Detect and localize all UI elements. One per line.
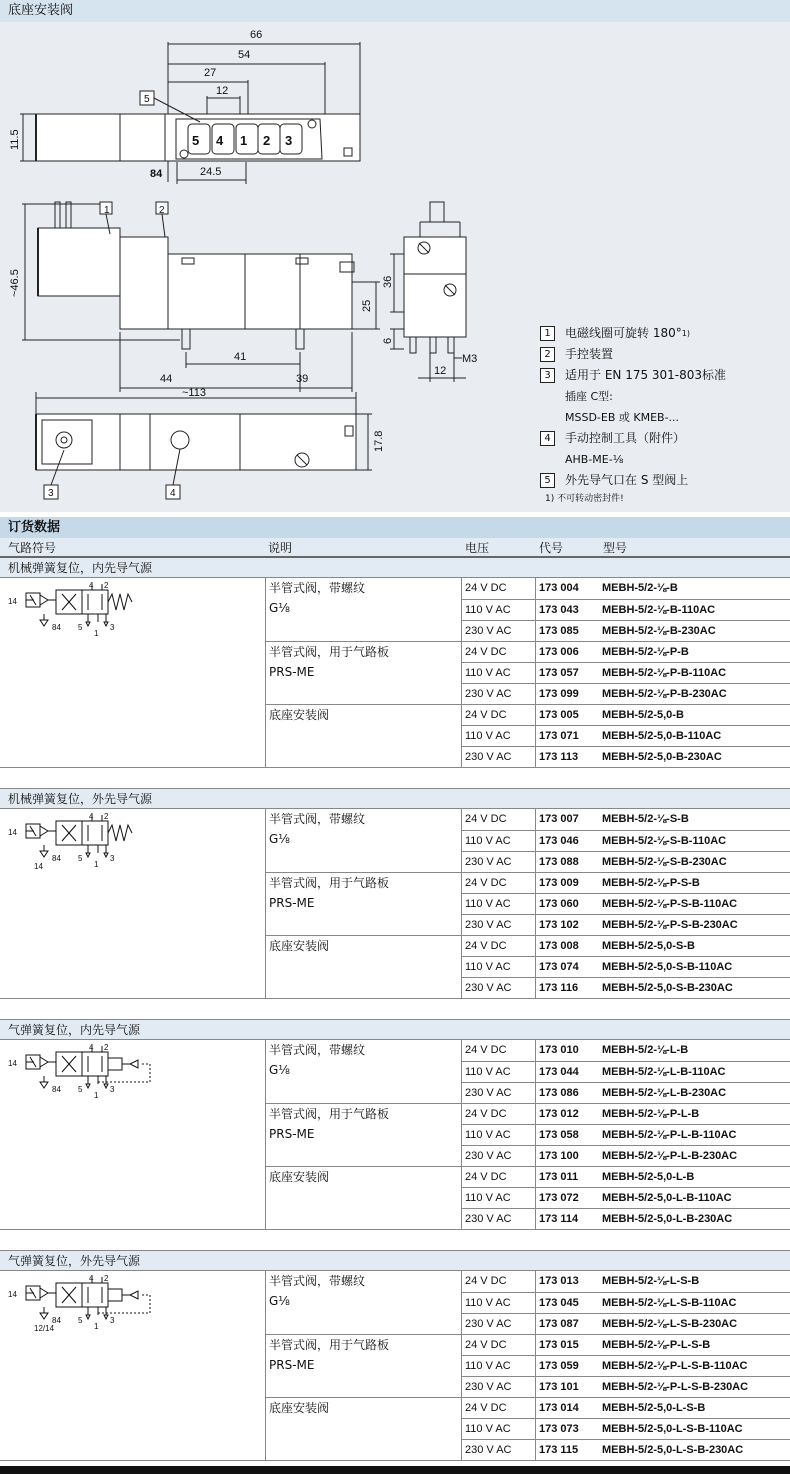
model-cell: MEBH-5/2-⅛-P-L-S-B-230AC	[602, 1381, 749, 1393]
table-row	[461, 641, 790, 662]
code-cell: 173 044	[539, 1066, 579, 1078]
description-cell	[265, 578, 461, 641]
code-cell: 173 101	[539, 1381, 579, 1393]
description-line: 半管式阀，用于气路板	[269, 876, 390, 890]
description-cell	[265, 1103, 461, 1166]
table-row	[461, 1376, 790, 1397]
model-cell: MEBH-5/2-5,0-L-S-B-110AC	[602, 1423, 743, 1435]
code-cell: 173 057	[539, 667, 579, 679]
table-row	[461, 1187, 790, 1208]
table-row	[461, 725, 790, 746]
code-cell: 173 072	[539, 1192, 579, 1204]
port-label: 14	[8, 828, 17, 837]
table-row	[461, 1145, 790, 1166]
port-label: 1	[94, 1322, 99, 1331]
table-groups	[0, 558, 790, 1461]
legend-text: 手动控制工具（附件）	[565, 431, 686, 445]
code-cell: 173 046	[539, 835, 579, 847]
description-line: 半管式阀，带螺纹	[269, 581, 366, 595]
dim-12: 12	[216, 85, 229, 97]
code-cell: 173 015	[539, 1339, 579, 1351]
voltage-cell: 110 V AC	[465, 835, 511, 847]
port-label: 4	[89, 1274, 94, 1283]
port-label: 3	[110, 1316, 115, 1325]
model-cell: MEBH-5/2-5,0-L-B-110AC	[602, 1192, 732, 1204]
model-cell: MEBH-5/2-5,0-L-S-B-230AC	[602, 1444, 744, 1456]
table-row	[461, 830, 790, 851]
model-cell: MEBH-5/2-⅛-P-L-S-B	[602, 1339, 711, 1351]
port-label: 2	[104, 1043, 109, 1052]
header-model: 型号	[603, 541, 628, 555]
port-5: 5	[192, 133, 200, 148]
group-body	[0, 1271, 790, 1460]
voltage-cell: 230 V AC	[465, 856, 512, 868]
legend-text: 手控装置	[565, 347, 614, 361]
port-label: 5	[78, 623, 83, 632]
table-row	[461, 704, 790, 725]
footnote: 1) 不可转动密封件!	[545, 494, 624, 504]
code-cell: 173 115	[539, 1444, 579, 1456]
code-cell: 173 114	[539, 1213, 579, 1225]
callout-3-label: 3	[48, 488, 54, 499]
callout-2-label: 2	[159, 205, 165, 216]
code-cell: 173 012	[539, 1108, 579, 1120]
pneumatic-symbol	[4, 580, 164, 640]
voltage-cell: 24 V DC	[465, 877, 507, 889]
description-cell	[265, 872, 461, 935]
description-line: 底座安装阀	[269, 708, 330, 722]
dim-39: 39	[296, 373, 309, 385]
description-line: G⅛	[269, 1063, 290, 1077]
drawing-section	[0, 0, 790, 512]
description-line: PRS-ME	[269, 896, 315, 910]
description-cell	[265, 1271, 461, 1334]
legend-sup: 1)	[681, 329, 690, 338]
port-4: 4	[216, 133, 224, 148]
dim-11-5: 11.5	[9, 129, 21, 150]
legend-sub: 插座 C型:	[565, 390, 613, 403]
group-spacer	[0, 999, 790, 1020]
port-label: 2	[104, 812, 109, 821]
voltage-cell: 230 V AC	[465, 1087, 512, 1099]
model-cell: MEBH-5/2-5,0-L-S-B	[602, 1402, 706, 1414]
voltage-cell: 24 V DC	[465, 1108, 507, 1120]
footer-bar	[0, 1466, 790, 1474]
model-cell: MEBH-5/2-5,0-S-B-110AC	[602, 961, 733, 973]
table-row	[461, 1397, 790, 1418]
port-label: 3	[110, 623, 115, 632]
description-line: 底座安装阀	[269, 1401, 330, 1415]
code-cell: 173 008	[539, 940, 579, 952]
dim-27: 27	[204, 67, 217, 79]
voltage-cell: 230 V AC	[465, 688, 512, 700]
port-1: 1	[240, 133, 248, 148]
table-row	[461, 1313, 790, 1334]
legend-num: 5	[540, 473, 555, 488]
code-cell: 173 113	[539, 751, 579, 763]
port-label: 1	[94, 1091, 99, 1100]
callout-4-label: 4	[170, 488, 176, 499]
voltage-cell: 230 V AC	[465, 751, 512, 763]
table-group	[0, 1020, 790, 1230]
dim-54: 54	[238, 49, 251, 61]
voltage-cell: 24 V DC	[465, 1339, 507, 1351]
table-row	[461, 914, 790, 935]
description-line: 半管式阀，带螺纹	[269, 812, 366, 826]
model-cell: MEBH-5/2-⅛-L-S-B-110AC	[602, 1297, 737, 1309]
voltage-cell: 110 V AC	[465, 961, 511, 973]
code-cell: 173 060	[539, 898, 579, 910]
table-row	[461, 1061, 790, 1082]
code-cell: 173 007	[539, 813, 579, 825]
table-header	[0, 538, 790, 558]
table-row	[461, 851, 790, 872]
model-cell: MEBH-5/2-⅛-L-B	[602, 1044, 689, 1056]
pneumatic-symbol	[4, 811, 164, 871]
code-cell: 173 043	[539, 604, 579, 616]
dim-m3: M3	[462, 353, 478, 365]
voltage-cell: 110 V AC	[465, 1360, 511, 1372]
description-line: 半管式阀，用于气路板	[269, 1338, 390, 1352]
code-cell: 173 086	[539, 1087, 579, 1099]
description-line: 半管式阀，带螺纹	[269, 1043, 366, 1057]
table-row	[461, 1355, 790, 1376]
model-cell: MEBH-5/2-⅛-P-S-B	[602, 877, 700, 889]
model-cell: MEBH-5/2-⅛-P-S-B-110AC	[602, 898, 738, 910]
description-line: G⅛	[269, 601, 290, 615]
model-cell: MEBH-5/2-⅛-P-S-B-230AC	[602, 919, 738, 931]
group-spacer	[0, 768, 790, 789]
table-row	[461, 1166, 790, 1187]
code-cell: 173 011	[539, 1171, 579, 1183]
section-title: 底座安装阀	[0, 0, 790, 22]
description-line: 底座安装阀	[269, 1170, 330, 1184]
port-label: 14	[8, 597, 17, 606]
header-code: 代号	[539, 541, 564, 555]
port-label: 2	[104, 581, 109, 590]
header-symbol: 气路符号	[8, 541, 57, 555]
legend-num: 1	[540, 326, 555, 341]
legend-item-4	[540, 428, 726, 449]
code-cell: 173 102	[539, 919, 579, 931]
pneumatic-symbol	[4, 1042, 164, 1102]
legend-item-2	[540, 344, 726, 365]
description-line: 半管式阀，用于气路板	[269, 645, 390, 659]
port-label: 3	[110, 1085, 115, 1094]
model-cell: MEBH-5/2-⅛-P-L-B-230AC	[602, 1150, 738, 1162]
table-row	[461, 1292, 790, 1313]
description-line: PRS-ME	[269, 1127, 315, 1141]
table-row	[461, 872, 790, 893]
voltage-cell: 110 V AC	[465, 667, 511, 679]
port-label: 4	[89, 581, 94, 590]
model-cell: MEBH-5/2-⅛-B	[602, 582, 678, 594]
legend-text: 外先导气口在 S 型阀上	[565, 473, 689, 487]
group-title: 气弹簧复位，外先导气源	[0, 1251, 790, 1271]
port-label: 14	[34, 862, 43, 871]
table-row	[461, 1124, 790, 1145]
code-cell: 173 045	[539, 1297, 579, 1309]
table-row	[461, 620, 790, 641]
model-cell: MEBH-5/2-⅛-L-S-B	[602, 1275, 700, 1287]
dim-84: 84	[150, 168, 163, 180]
model-cell: MEBH-5/2-⅛-L-B-230AC	[602, 1087, 727, 1099]
code-cell: 173 059	[539, 1360, 579, 1372]
code-cell: 173 010	[539, 1044, 579, 1056]
voltage-cell: 24 V DC	[465, 940, 507, 952]
code-cell: 173 006	[539, 646, 579, 658]
model-cell: MEBH-5/2-⅛-L-S-B-230AC	[602, 1318, 738, 1330]
symbol-cell	[4, 580, 164, 644]
port-label: 5	[78, 1316, 83, 1325]
table-row	[461, 1040, 790, 1061]
code-cell: 173 005	[539, 709, 579, 721]
table-row	[461, 1103, 790, 1124]
description-cell	[265, 1040, 461, 1103]
voltage-cell: 24 V DC	[465, 646, 507, 658]
description-cell	[265, 1397, 461, 1460]
table-row	[461, 746, 790, 767]
dim-12b: 12	[434, 365, 447, 377]
table-row	[461, 1418, 790, 1439]
group-title: 气弹簧复位，内先导气源	[0, 1020, 790, 1040]
port-label: 5	[78, 854, 83, 863]
model-cell: MEBH-5/2-5,0-B	[602, 709, 684, 721]
table-row	[461, 809, 790, 830]
dim-41: 41	[234, 351, 247, 363]
port-label: 1	[94, 860, 99, 869]
code-cell: 173 004	[539, 582, 579, 594]
port-2: 2	[263, 133, 271, 148]
model-cell: MEBH-5/2-⅛-P-B-230AC	[602, 688, 727, 700]
voltage-cell: 230 V AC	[465, 1444, 512, 1456]
model-cell: MEBH-5/2-⅛-S-B-110AC	[602, 835, 727, 847]
group-title: 机械弹簧复位，外先导气源	[0, 789, 790, 809]
group-body	[0, 1040, 790, 1229]
description-cell	[265, 809, 461, 872]
table-group	[0, 789, 790, 999]
description-line: 半管式阀，用于气路板	[269, 1107, 390, 1121]
group-body	[0, 809, 790, 998]
model-cell: MEBH-5/2-⅛-P-B	[602, 646, 689, 658]
model-cell: MEBH-5/2-5,0-L-B	[602, 1171, 695, 1183]
description-cell	[265, 641, 461, 704]
voltage-cell: 110 V AC	[465, 898, 511, 910]
model-cell: MEBH-5/2-5,0-B-230AC	[602, 751, 722, 763]
group-spacer	[0, 1230, 790, 1251]
dim-6: 6	[382, 337, 394, 344]
code-cell: 173 014	[539, 1402, 579, 1414]
description-line: 底座安装阀	[269, 939, 330, 953]
group-body	[0, 578, 790, 767]
model-cell: MEBH-5/2-5,0-S-B	[602, 940, 695, 952]
dim-24-5: 24.5	[200, 166, 222, 178]
legend-num: 4	[540, 431, 555, 446]
code-cell: 173 116	[539, 982, 579, 994]
dim-46-5: ~46.5	[9, 269, 21, 297]
voltage-cell: 110 V AC	[465, 1192, 511, 1204]
dim-66: 66	[250, 29, 263, 41]
table-row	[461, 683, 790, 704]
model-cell: MEBH-5/2-⅛-B-110AC	[602, 604, 716, 616]
model-cell: MEBH-5/2-⅛-P-L-B	[602, 1108, 700, 1120]
dim-36: 36	[382, 275, 394, 288]
callout-1-label: 1	[104, 205, 110, 216]
symbol-cell	[4, 811, 164, 875]
code-cell: 173 073	[539, 1423, 579, 1435]
model-cell: MEBH-5/2-⅛-S-B	[602, 813, 689, 825]
table-row	[461, 1271, 790, 1292]
voltage-cell: 230 V AC	[465, 982, 512, 994]
model-cell: MEBH-5/2-⅛-S-B-230AC	[602, 856, 727, 868]
table-row	[461, 599, 790, 620]
port-label: 84	[52, 854, 61, 863]
table-row	[461, 893, 790, 914]
table-row	[461, 956, 790, 977]
order-table	[0, 517, 790, 1461]
description-cell	[265, 1334, 461, 1397]
port-label: 14	[8, 1290, 17, 1299]
code-cell: 173 099	[539, 688, 579, 700]
model-cell: MEBH-5/2-5,0-L-B-230AC	[602, 1213, 733, 1225]
voltage-cell: 110 V AC	[465, 730, 511, 742]
table-row	[461, 1208, 790, 1229]
port-label: 84	[52, 623, 61, 632]
model-cell: MEBH-5/2-⅛-P-L-S-B-110AC	[602, 1360, 748, 1372]
description-line: PRS-ME	[269, 1358, 315, 1372]
table-row	[461, 1439, 790, 1460]
table-row	[461, 1334, 790, 1355]
header-desc: 说明	[268, 541, 293, 555]
callout-5-label: 5	[144, 94, 150, 105]
code-cell: 173 088	[539, 856, 579, 868]
header-voltage: 电压	[465, 541, 490, 555]
legend-num: 2	[540, 347, 555, 362]
dim-44: 44	[160, 373, 173, 385]
port-3: 3	[285, 133, 293, 148]
description-cell	[265, 1166, 461, 1229]
code-cell: 173 100	[539, 1150, 579, 1162]
legend-num: 3	[540, 368, 555, 383]
voltage-cell: 230 V AC	[465, 1213, 512, 1225]
code-cell: 173 013	[539, 1275, 579, 1287]
voltage-cell: 24 V DC	[465, 709, 507, 721]
legend-text: 适用于 EN 175 301-803标准	[565, 368, 727, 382]
port-label: 5	[78, 1085, 83, 1094]
port-label: 14	[8, 1059, 17, 1068]
voltage-cell: 230 V AC	[465, 1318, 512, 1330]
symbol-cell	[4, 1273, 164, 1337]
voltage-cell: 24 V DC	[465, 1044, 507, 1056]
table-row	[461, 578, 790, 599]
table-row	[461, 1082, 790, 1103]
code-cell: 173 085	[539, 625, 579, 637]
table-group	[0, 1251, 790, 1461]
table-row	[461, 935, 790, 956]
voltage-cell: 110 V AC	[465, 1297, 511, 1309]
dim-25: 25	[361, 299, 373, 312]
port-label: 4	[89, 812, 94, 821]
voltage-cell: 230 V AC	[465, 1381, 512, 1393]
voltage-cell: 230 V AC	[465, 919, 512, 931]
dim-113: ~113	[182, 387, 206, 399]
port-label: 3	[110, 854, 115, 863]
port-label: 2	[104, 1274, 109, 1283]
description-cell	[265, 704, 461, 767]
legend-item-5	[540, 470, 726, 491]
port-label: 84	[52, 1085, 61, 1094]
voltage-cell: 110 V AC	[465, 1066, 511, 1078]
voltage-cell: 110 V AC	[465, 1423, 511, 1435]
description-cell	[265, 935, 461, 998]
voltage-cell: 24 V DC	[465, 1275, 507, 1287]
voltage-cell: 110 V AC	[465, 604, 511, 616]
table-group	[0, 558, 790, 768]
voltage-cell: 230 V AC	[465, 1150, 512, 1162]
model-cell: MEBH-5/2-⅛-B-230AC	[602, 625, 716, 637]
legend-sub: AHB-ME-⅛	[565, 453, 624, 466]
legend-text: 电磁线圈可旋转 180°	[565, 326, 682, 340]
model-cell: MEBH-5/2-⅛-P-L-B-110AC	[602, 1129, 737, 1141]
model-cell: MEBH-5/2-5,0-S-B-230AC	[602, 982, 733, 994]
code-cell: 173 058	[539, 1129, 579, 1141]
port-label: 12/14	[34, 1324, 55, 1333]
code-cell: 173 074	[539, 961, 579, 973]
legend-sub: MSSD-EB 或 KMEB-...	[565, 411, 680, 424]
description-line: PRS-ME	[269, 665, 315, 679]
model-cell: MEBH-5/2-⅛-P-B-110AC	[602, 667, 727, 679]
legend-item-1	[540, 323, 726, 344]
table-title: 订货数据	[0, 517, 790, 538]
description-line: G⅛	[269, 1294, 290, 1308]
port-label: 84	[52, 1316, 61, 1325]
dim-17-8: 17.8	[373, 430, 385, 452]
voltage-cell: 24 V DC	[465, 1171, 507, 1183]
port-label: 1	[94, 629, 99, 638]
pneumatic-symbol	[4, 1273, 164, 1333]
voltage-cell: 110 V AC	[465, 1129, 511, 1141]
voltage-cell: 24 V DC	[465, 813, 507, 825]
code-cell: 173 087	[539, 1318, 579, 1330]
table-row	[461, 662, 790, 683]
legend-item-3	[540, 365, 726, 386]
symbol-cell	[4, 1042, 164, 1106]
voltage-cell: 230 V AC	[465, 625, 512, 637]
model-cell: MEBH-5/2-⅛-L-B-110AC	[602, 1066, 726, 1078]
description-line: G⅛	[269, 832, 290, 846]
legend	[540, 323, 726, 507]
voltage-cell: 24 V DC	[465, 582, 507, 594]
port-label: 4	[89, 1043, 94, 1052]
table-row	[461, 977, 790, 998]
code-cell: 173 071	[539, 730, 579, 742]
code-cell: 173 009	[539, 877, 579, 889]
model-cell: MEBH-5/2-5,0-B-110AC	[602, 730, 722, 742]
voltage-cell: 24 V DC	[465, 1402, 507, 1414]
group-title: 机械弹簧复位，内先导气源	[0, 558, 790, 578]
description-line: 半管式阀，带螺纹	[269, 1274, 366, 1288]
